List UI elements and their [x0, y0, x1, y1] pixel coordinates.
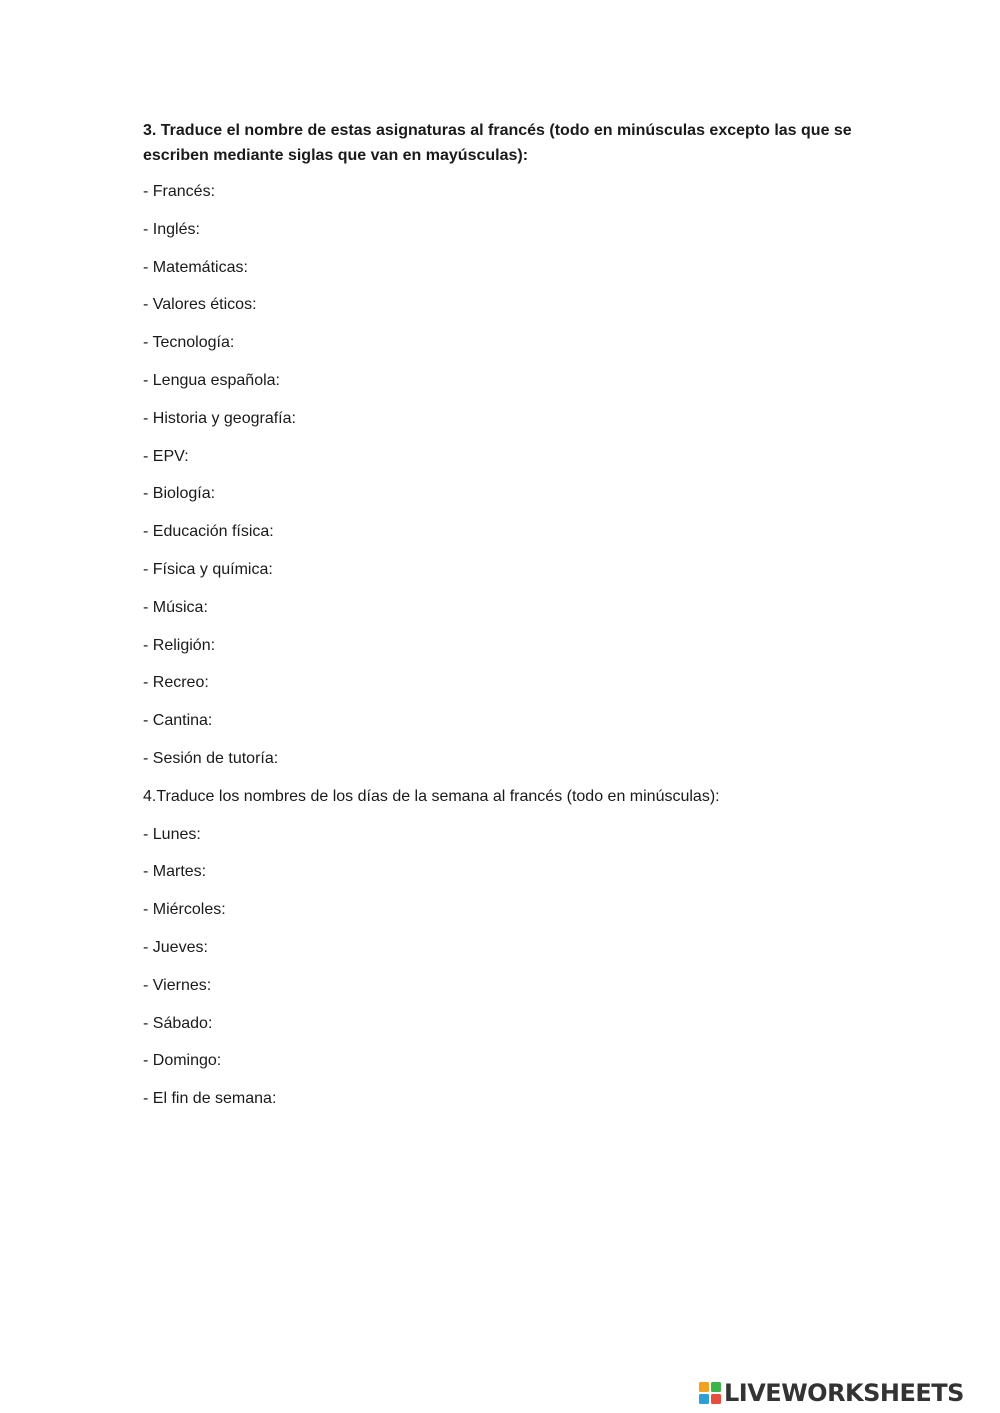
list-item: - Lunes:: [143, 825, 201, 843]
list-item: - Religión:: [143, 636, 216, 654]
list-item: - Viernes:: [143, 976, 212, 994]
list-item: - Música:: [143, 598, 208, 616]
liveworksheets-logo: [698, 1378, 964, 1408]
list-item: - Matemáticas:: [143, 258, 248, 276]
list-item: - Sábado:: [143, 1014, 213, 1032]
list-item: - Lengua española:: [143, 371, 280, 389]
list-item: - Domingo:: [143, 1052, 222, 1070]
exercise-4-list: [143, 823, 863, 1125]
list-item: - Cantina:: [143, 712, 213, 730]
list-item: - Inglés:: [143, 220, 200, 238]
list-item: - Francés:: [143, 183, 216, 200]
list-item: - Recreo:: [143, 674, 209, 692]
list-item: - Historia y geografía:: [143, 409, 296, 427]
list-item: - Física y química:: [143, 560, 273, 578]
list-item: - El fin de semana:: [143, 1090, 277, 1108]
list-item: - Valores éticos:: [143, 296, 257, 314]
list-item: - Biología:: [143, 485, 216, 503]
list-item: - Educación física:: [143, 523, 274, 541]
worksheet-page: [143, 118, 863, 1125]
list-item: - Jueves:: [143, 938, 208, 956]
exercise-3-list: [143, 180, 863, 785]
list-item: - Tecnología:: [143, 334, 235, 352]
list-item: - Sesión de tutoría:: [143, 749, 279, 767]
exercise-4-title: 4.Traduce los nombres de los días de la semana al francés (todo en minúsculas):: [143, 787, 720, 805]
list-item: - EPV:: [143, 447, 189, 465]
list-item: - Miércoles:: [143, 901, 226, 919]
list-item: - Martes:: [143, 863, 207, 881]
liveworksheets-logo-icon: [698, 1381, 722, 1405]
logo-text: LIVEWORKSHEETS: [724, 1379, 964, 1407]
exercise-3-title: 3. Traduce el nombre de estas asignaturas al francés (todo en minúsculas excepto las que se escriben mediante siglas que van en mayúsculas):: [143, 122, 852, 164]
